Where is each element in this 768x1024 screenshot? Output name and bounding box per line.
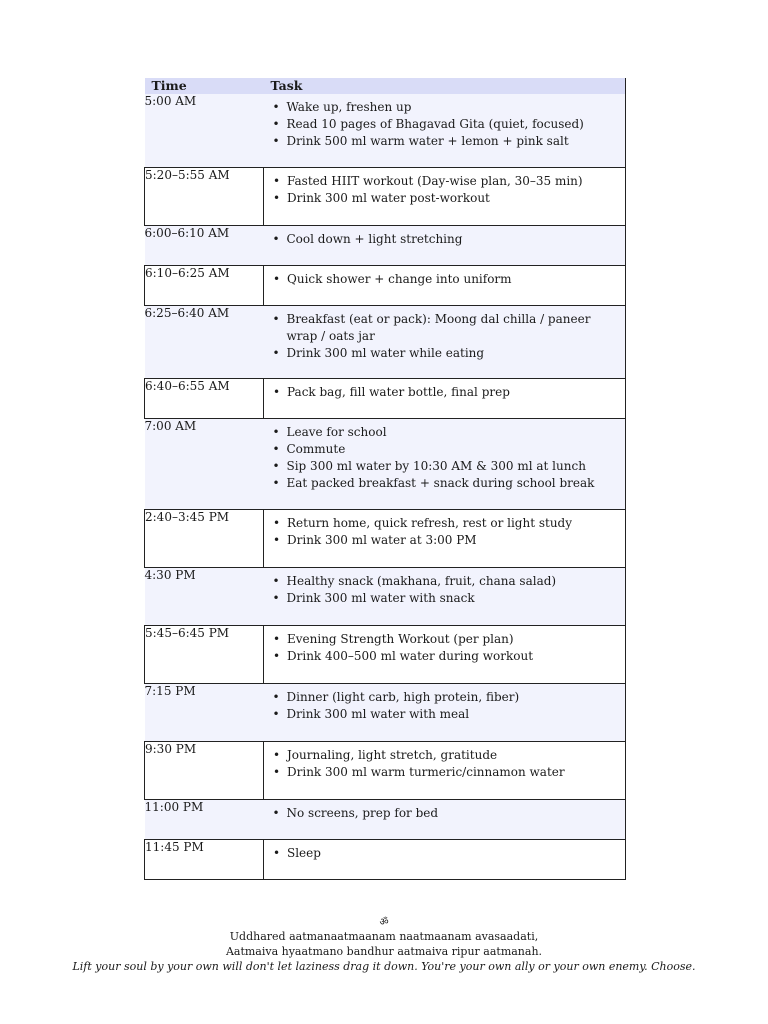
task-item: • Read 10 pages of Bhagavad Gita (quiet, focused) (287, 116, 626, 133)
task-item: • Drink 500 ml warm water + lemon + pink salt (287, 133, 626, 150)
time-label: 4:30 PM (144, 567, 196, 582)
task-list (264, 568, 626, 607)
time-label: 9:30 PM (145, 741, 197, 756)
task-list (264, 510, 625, 549)
task-item: • Sip 300 ml water by 10:30 AM & 300 ml at lunch (287, 458, 626, 475)
table-row (145, 94, 626, 167)
time-label: 5:20–5:55 AM (145, 167, 230, 182)
task-list (264, 684, 626, 723)
time-cell (145, 683, 264, 741)
task-cell (264, 378, 626, 418)
task-list (264, 626, 625, 665)
task-item: • Fasted HIIT workout (Day-wise plan, 30–35 min) (287, 173, 625, 190)
time-cell (145, 625, 264, 683)
task-list (264, 800, 626, 822)
task-item: • Evening Strength Workout (per plan) (287, 631, 625, 648)
schedule-rows (145, 94, 626, 879)
time-label: 11:45 PM (145, 839, 204, 854)
task-cell (264, 683, 626, 741)
task-cell (264, 94, 626, 167)
table-row (145, 509, 626, 567)
time-cell (145, 839, 264, 879)
task-list (264, 226, 626, 248)
task-list (264, 168, 625, 207)
table-row (145, 683, 626, 741)
task-cell (264, 625, 626, 683)
time-cell (145, 94, 264, 167)
daily-schedule-table (144, 78, 626, 880)
english-translation: Lift your soul by your own will don't let laziness drag it down. You're your own ally or your own enemy. Choose. (72, 960, 696, 973)
task-list (264, 379, 625, 401)
task-item: • Drink 400–500 ml water during workout (287, 648, 625, 665)
task-list (264, 266, 625, 288)
task-item: • Eat packed breakfast + snack during school break (287, 475, 626, 492)
time-column-header: Time (145, 78, 264, 94)
table-row (145, 225, 626, 265)
task-item: • Drink 300 ml water post-workout (287, 190, 625, 207)
time-label: 7:00 AM (144, 418, 197, 433)
task-item: • Leave for school (287, 424, 626, 441)
time-cell (145, 265, 264, 305)
task-item: • Journaling, light stretch, gratitude (287, 747, 625, 764)
table-row (145, 265, 626, 305)
task-cell (264, 167, 626, 225)
task-column-header: Task (264, 78, 626, 94)
time-cell (145, 305, 264, 378)
task-list (264, 419, 626, 492)
table-row (145, 625, 626, 683)
table-row (145, 741, 626, 799)
task-item: • No screens, prep for bed (287, 805, 626, 822)
time-label: 5:45–6:45 PM (145, 625, 230, 640)
task-item: • Cool down + light stretching (287, 231, 626, 248)
task-item: • Sleep (287, 845, 625, 862)
task-list (264, 306, 626, 362)
time-cell (145, 418, 264, 509)
time-label: 11:00 PM (144, 799, 204, 814)
task-item: • Drink 300 ml warm turmeric/cinnamon water (287, 764, 625, 781)
table-row (145, 799, 626, 839)
task-item: • Drink 300 ml water with snack (287, 590, 626, 607)
task-list (264, 840, 625, 862)
task-list (264, 742, 625, 781)
time-cell (145, 225, 264, 265)
time-label: 6:10–6:25 AM (145, 265, 230, 280)
task-item: • Wake up, freshen up (287, 99, 626, 116)
time-label: 2:40–3:45 PM (145, 509, 230, 524)
task-cell (264, 509, 626, 567)
table-row (145, 418, 626, 509)
table-row (145, 567, 626, 625)
table-row (145, 305, 626, 378)
table-header-row (145, 78, 626, 94)
sanskrit-line-1: Uddhared aatmanaatmaanam naatmaanam avasaadati, (229, 930, 539, 943)
time-cell (145, 799, 264, 839)
task-cell (264, 305, 626, 378)
task-item: • Return home, quick refresh, rest or light study (287, 515, 625, 532)
task-cell (264, 741, 626, 799)
task-cell (264, 567, 626, 625)
time-cell (145, 378, 264, 418)
time-cell (145, 509, 264, 567)
task-cell (264, 418, 626, 509)
time-cell (145, 567, 264, 625)
task-item: • Breakfast (eat or pack): Moong dal chilla / paneer wrap / oats jar (287, 311, 626, 345)
task-item: • Quick shower + change into uniform (287, 271, 625, 288)
om-symbol: ॐ (379, 917, 389, 928)
task-item: • Drink 300 ml water at 3:00 PM (287, 532, 625, 549)
table-row (145, 839, 626, 879)
table-row (145, 378, 626, 418)
task-item: • Pack bag, fill water bottle, final prep (287, 384, 625, 401)
task-item: • Drink 300 ml water with meal (287, 706, 626, 723)
task-cell (264, 839, 626, 879)
time-cell (145, 741, 264, 799)
task-list (264, 94, 626, 150)
time-cell (145, 167, 264, 225)
task-cell (264, 265, 626, 305)
time-label: 5:00 AM (144, 94, 197, 108)
time-label: 6:40–6:55 AM (145, 378, 230, 393)
task-cell (264, 799, 626, 839)
time-label: 6:25–6:40 AM (144, 305, 230, 320)
task-item: • Healthy snack (makhana, fruit, chana salad) (287, 573, 626, 590)
sanskrit-line-2: Aatmaiva hyaatmano bandhur aatmaiva ripur aatmanah. (225, 945, 543, 958)
table-row (145, 167, 626, 225)
time-label: 6:00–6:10 AM (144, 225, 230, 240)
footer-quote (0, 917, 768, 974)
task-item: • Commute (287, 441, 626, 458)
time-label: 7:15 PM (144, 683, 196, 698)
task-cell (264, 225, 626, 265)
task-item: • Dinner (light carb, high protein, fiber) (287, 689, 626, 706)
task-item: • Drink 300 ml water while eating (287, 345, 626, 362)
